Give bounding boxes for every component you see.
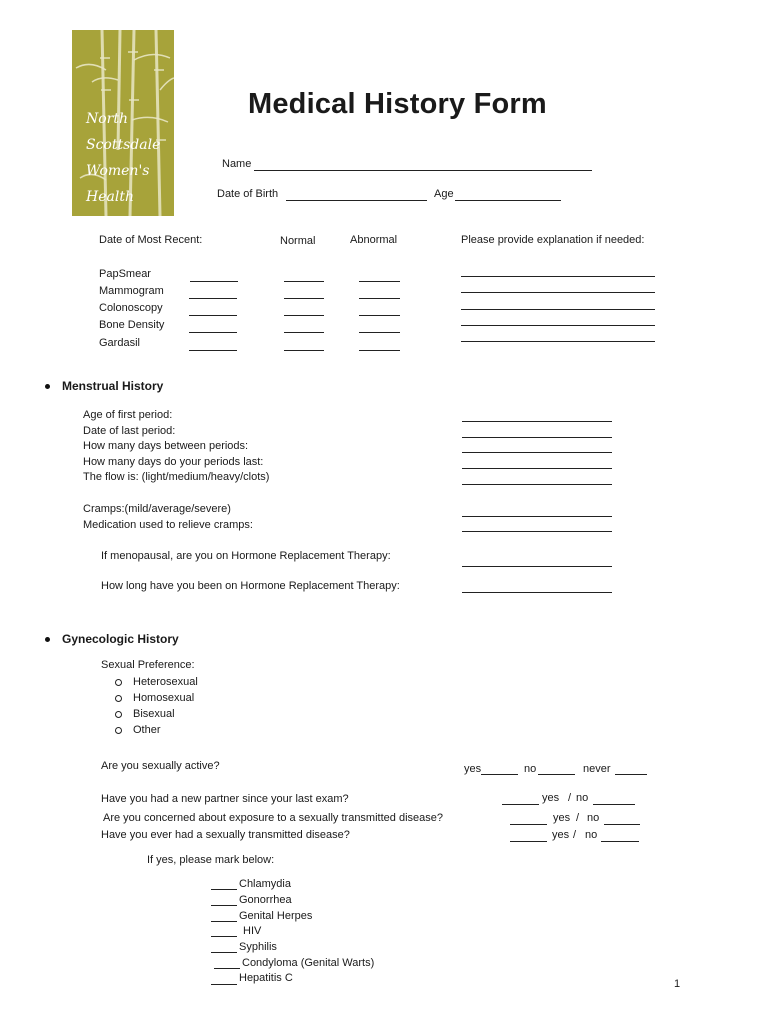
had-std-no-label: no [585,829,598,841]
partner-yes-field[interactable] [502,804,539,805]
age-field[interactable] [455,200,561,201]
std-check-field[interactable] [211,905,237,906]
partner-yes-label: yes [542,792,560,804]
clinic-logo [72,30,174,216]
logo-line: Women's [86,163,150,179]
recent-date-field[interactable] [189,315,237,316]
hrt-duration-question: How long have you been on Hormone Replacement Therapy: [101,580,400,592]
concern-no-label: no [587,812,600,824]
logo-line: Health [86,189,134,205]
sexually-active-question: Are you sexually active? [101,760,220,772]
recent-date-field[interactable] [189,350,237,351]
recent-heading: Date of Most Recent: [99,234,203,246]
cramps-field[interactable] [462,516,612,517]
menstrual-answer-field[interactable] [462,421,612,422]
new-partner-question: Have you had a new partner since your last exam? [101,793,349,805]
std-item: Hepatitis C [239,972,293,984]
had-std-yes-label: yes [552,829,570,841]
concern-no-field[interactable] [604,824,640,825]
preference-label: Sexual Preference: [101,659,195,671]
radio-circle-icon[interactable] [115,679,122,686]
std-item: HIV [243,925,262,937]
normal-column-label: Normal [280,235,316,247]
logo-line: Scottsdale [86,137,161,153]
active-never-label: never [583,763,611,775]
normal-field[interactable] [284,315,324,316]
bullet-icon [45,384,50,389]
active-yes-label: yes [464,763,482,775]
exam-colonoscopy: Colonoscopy [99,302,163,314]
radio-circle-icon[interactable] [115,711,122,718]
slash-separator: / [573,829,577,841]
explanation-field[interactable] [461,325,655,326]
exam-mammogram: Mammogram [99,285,164,297]
partner-no-field[interactable] [593,804,635,805]
std-check-field[interactable] [211,984,237,985]
age-label: Age [434,188,454,200]
active-no-field[interactable] [538,774,575,775]
menstrual-answer-field[interactable] [462,437,612,438]
medication-label: Medication used to relieve cramps: [83,519,253,531]
abnormal-field[interactable] [359,298,400,299]
std-item: Syphilis [239,941,277,953]
slash-separator: / [576,812,580,824]
page-title: Medical History Form [248,88,547,120]
normal-field[interactable] [284,350,324,351]
had-std-question: Have you ever had a sexually transmitted disease? [101,829,350,841]
explanation-field[interactable] [461,309,655,310]
hrt-question: If menopausal, are you on Hormone Replacement Therapy: [101,550,391,562]
abnormal-field[interactable] [359,281,400,282]
if-yes-label: If yes, please mark below: [147,854,275,866]
preference-option: Homosexual [133,692,195,704]
std-item: Condyloma (Genital Warts) [242,957,375,969]
dob-label: Date of Birth [217,188,279,200]
exam-bone-density: Bone Density [99,319,165,331]
exam-pap: PapSmear [99,268,151,280]
preference-option: Other [133,724,161,736]
explanation-field[interactable] [461,341,655,342]
hrt-duration-field[interactable] [462,592,612,593]
std-item: Gonorrhea [239,894,292,906]
active-never-field[interactable] [615,774,647,775]
name-label: Name [222,158,252,170]
explanation-field[interactable] [461,276,655,277]
explanation-label: Please provide explanation if needed: [461,234,645,246]
explanation-field[interactable] [461,292,655,293]
exam-gardasil: Gardasil [99,337,140,349]
std-item: Genital Herpes [239,910,313,922]
logo-line: North [86,111,129,127]
cramps-label: Cramps:(mild/average/severe) [83,503,231,515]
had-std-no-field[interactable] [601,841,639,842]
abnormal-field[interactable] [359,332,400,333]
dob-field[interactable] [286,200,427,201]
radio-circle-icon[interactable] [115,695,122,702]
std-check-field[interactable] [211,921,237,922]
partner-no-label: no [576,792,589,804]
recent-date-field[interactable] [189,298,237,299]
had-std-yes-field[interactable] [510,841,547,842]
abnormal-field[interactable] [359,315,400,316]
menstrual-answer-field[interactable] [462,452,612,453]
normal-field[interactable] [284,298,324,299]
std-check-field[interactable] [211,889,237,890]
recent-date-field[interactable] [189,332,237,333]
gyn-heading: Gynecologic History [62,632,179,646]
menstrual-question: How many days do your periods last: [83,456,264,468]
active-no-label: no [524,763,537,775]
abnormal-column-label: Abnormal [350,234,398,246]
preference-option: Bisexual [133,708,175,720]
menstrual-question: Age of first period: [83,409,173,421]
logo-text [86,106,160,210]
page-number: 1 [674,978,681,990]
std-check-field[interactable] [211,936,237,937]
normal-field[interactable] [284,332,324,333]
menstrual-answer-field[interactable] [462,484,612,485]
preference-option: Heterosexual [133,676,198,688]
slash-separator: / [568,792,572,804]
name-field[interactable] [254,170,592,171]
menstrual-question: Date of last period: [83,425,176,437]
std-concern-question: Are you concerned about exposure to a sexually transmitted disease? [103,812,443,824]
recent-date-field[interactable] [190,281,238,282]
menstrual-heading: Menstrual History [62,379,164,393]
active-yes-field[interactable] [481,774,518,775]
concern-yes-field[interactable] [510,824,547,825]
menstrual-question: The flow is: (light/medium/heavy/clots) [83,471,270,483]
normal-field[interactable] [284,281,324,282]
std-check-field[interactable] [211,952,237,953]
std-check-field[interactable] [214,968,240,969]
hrt-field[interactable] [462,566,612,567]
std-item: Chlamydia [239,878,291,890]
abnormal-field[interactable] [359,350,400,351]
menstrual-question: How many days between periods: [83,440,249,452]
bullet-icon [45,637,50,642]
radio-circle-icon[interactable] [115,727,122,734]
menstrual-answer-field[interactable] [462,468,612,469]
concern-yes-label: yes [553,812,571,824]
medication-field[interactable] [462,531,612,532]
